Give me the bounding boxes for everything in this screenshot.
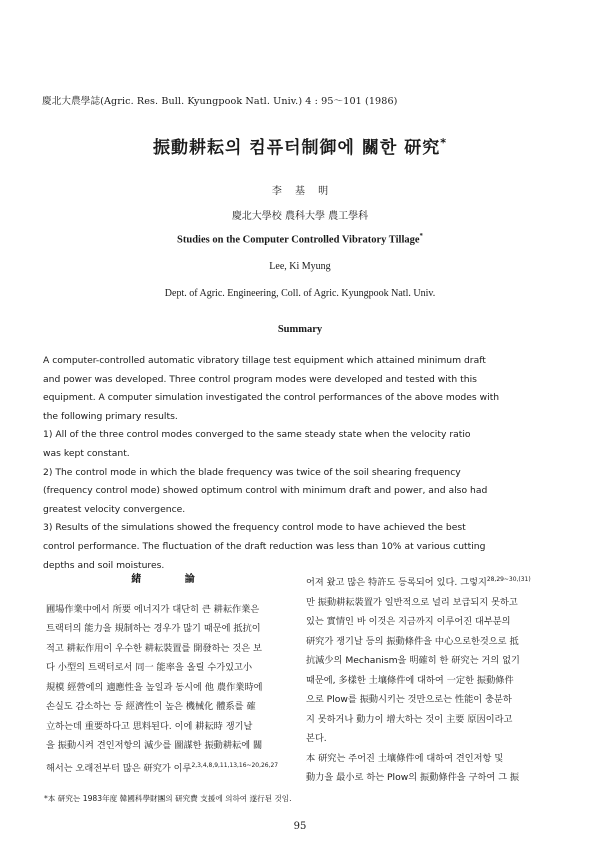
body-line-with-citation (46, 756, 280, 779)
body-line: 손실도 감소하는 등 經濟性이 높은 機械化 體系를 確 (46, 701, 256, 712)
right-column (306, 570, 558, 788)
summary-line: equipment. A computer simulation investigated the control performances of the above modes with (43, 392, 500, 404)
summary-line: control performance. The fluctuation of the draft reduction was less than 10% at various cutting (43, 540, 486, 552)
body-line: 트랙터의 能力을 規制하는 경우가 많기 때문에 抵抗이 (46, 623, 261, 634)
body-line: 본다. (306, 733, 327, 745)
body-line: 지 못하거나 動力이 增大하는 것이 主要 原因이라고 (306, 713, 513, 725)
funding-footnote: *本 研究는 1983年度 韓國科學財團의 研究費 支援에 의하여 遂行된 것임. (44, 794, 292, 803)
journal-citation: 慶北大農學誌(Agric. Res. Bull. Kyungpook Natl. Univ.) 4 : 95～101 (1986) (42, 96, 398, 107)
summary-line: greatest velocity convergence. (43, 503, 186, 515)
body-line: 적고 耕耘作用이 우수한 耕耘裝置를 開發하는 것은 보 (46, 642, 262, 654)
summary-body (43, 352, 559, 575)
summary-line: depths and soil moistures. (43, 559, 165, 571)
body-line: 圃場作業中에서 所要 에너지가 대단히 큰 耕耘作業은 (46, 603, 260, 615)
english-author: Lee, Ki Myung (269, 261, 331, 272)
english-title-footnote-mark: * (419, 233, 423, 240)
body-line: 으로 Plow를 振動시키는 것만으로는 性能이 충분하 (306, 694, 512, 706)
body-line: 立하는데 重要하다고 思料된다. 이에 耕耘時 쟁기날 (46, 720, 253, 732)
body-line: 規模 經營에의 適應性을 높일과 동시에 他 農作業時에 (46, 681, 263, 693)
korean-affiliation: 慶北大學校 農科大學 農工學科 (231, 211, 369, 222)
korean-title (0, 133, 600, 158)
summary-heading: Summary (277, 324, 323, 335)
summary-line: (frequency control mode) showed optimum control with minimum draft and power, and also had (43, 485, 488, 497)
body-line: 있는 實情인 바 이것은 지금까지 이루어진 대부분의 (306, 616, 511, 628)
korean-author: 李 基 明 (271, 186, 329, 197)
body-line: 動力을 最小로 하는 Plow의 振動條件을 구하여 그 振 (306, 772, 520, 784)
body-line-with-citation (306, 570, 558, 593)
section-heading-introduction: 緒 論 (131, 574, 195, 585)
summary-line: A computer-controlled automatic vibratory tillage test equipment which attained minimum draft (43, 355, 486, 366)
body-line: 을 振動시켜 견인저항의 減少를 圖謀한 振動耕耘에 關 (46, 740, 263, 751)
body-line-text: 어져 왔고 많은 特許도 등록되어 있다. 그렇지 (306, 577, 487, 589)
body-line: 다 小型의 트랙터로서 同一 能率을 올릴 수가있고小 (46, 662, 253, 673)
body-line-text: 해서는 오래전부터 많은 研究가 이루 (46, 762, 192, 774)
citation-ref: 2,3,4,8,9,11,13,16~20,26,27 (191, 761, 279, 769)
body-line: 抗減少의 Mechanism을 明確히 한 研究는 거의 없기 (306, 655, 520, 667)
page-number: 95 (293, 821, 307, 832)
body-line: 研究가 쟁기날 등의 振動條件을 中心으로한것으로 抵 (306, 635, 519, 647)
summary-line: 2) The control mode in which the blade frequency was twice of the soil shearing frequency (43, 466, 461, 478)
citation-ref: 28,29~30,(31) (486, 576, 531, 583)
body-line: 만 振動耕耘裝置가 일반적으로 널리 보급되지 못하고 (306, 596, 518, 608)
left-column (46, 570, 280, 778)
english-title-text: Studies on the Computer Controlled Vibratory Tillage (177, 234, 420, 246)
summary-line: and power was developed. Three control program modes were developed and tested with this (43, 373, 477, 385)
summary-line: 3) Results of the simulations showed the frequency control mode to have achieved the best (43, 522, 466, 534)
title-footnote-mark: * (440, 136, 448, 150)
english-title (0, 233, 600, 246)
body-line: 本 研究는 주어진 土壤條件에 대하여 견인저항 및 (306, 752, 504, 764)
summary-line: was kept constant. (43, 447, 130, 459)
summary-line: 1) All of the three control modes converged to the same steady state when the velocity ratio (43, 429, 471, 441)
korean-title-text: 振動耕耘의 컴퓨터制御에 關한 研究 (152, 138, 441, 158)
body-line: 때문에, 多樣한 土壤條件에 대하여 一定한 振動條件 (306, 674, 514, 686)
summary-line: the following primary results. (43, 410, 178, 422)
english-affiliation: Dept. of Agric. Engineering, Coll. of Agric. Kyungpook Natl. Univ. (164, 288, 436, 299)
